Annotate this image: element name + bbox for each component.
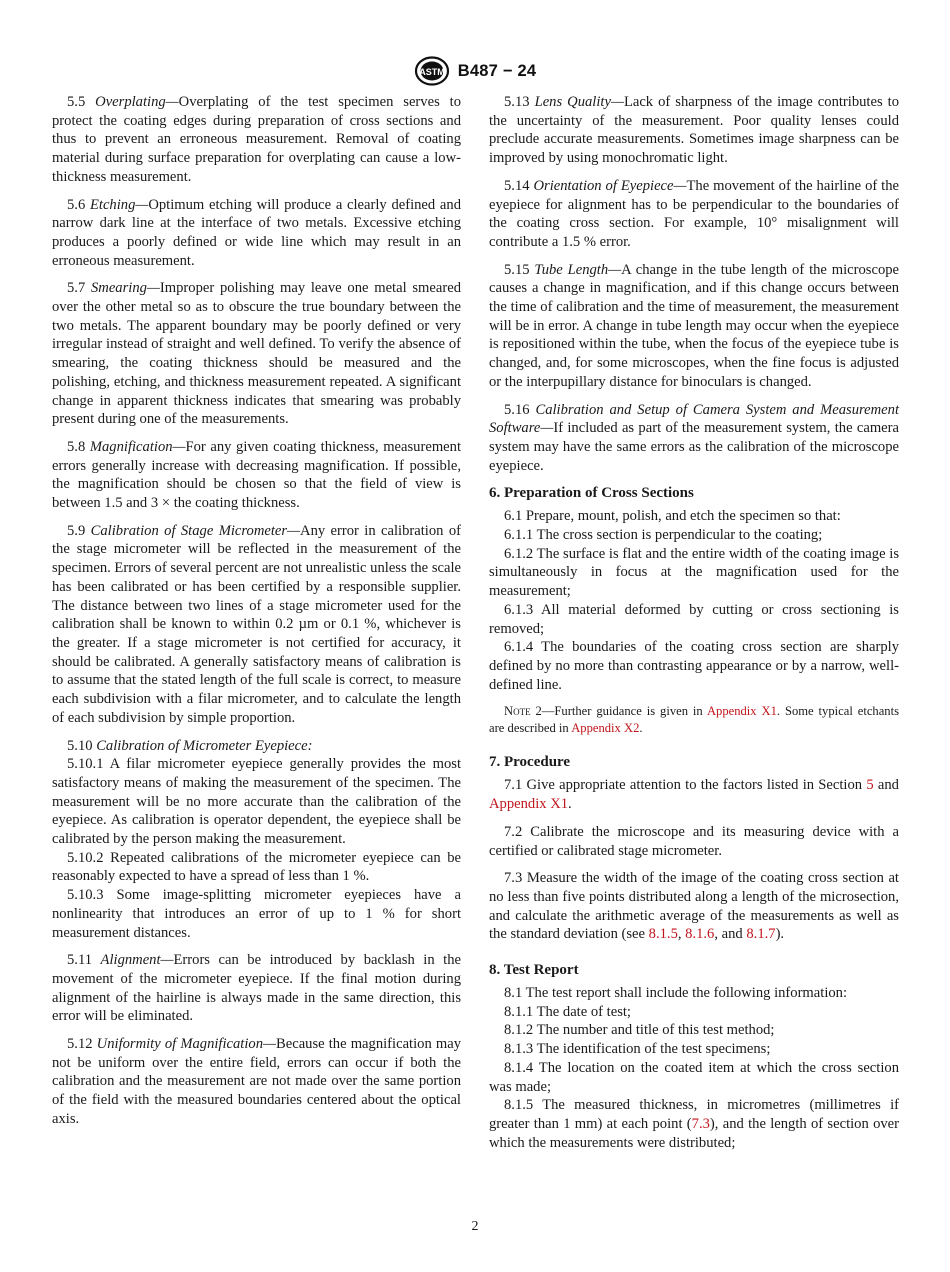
- section-5-16: 5.16 Calibration and Setup of Camera System and Measurement Software—If included as part of the measurement system, the camera system may have the same errors as the calibration of the microscope eyepiece.: [489, 401, 900, 474]
- section-8-1-3: 8.1.3 The identification of the test specimens;: [504, 1041, 771, 1058]
- section-6-1-4: 6.1.4 The boundaries of the coating cross section are sharply defined by no more than contrasting appearance or by a narrow, well-defined line.: [489, 639, 899, 693]
- appendix-x2-link[interactable]: Appendix X2: [571, 720, 640, 735]
- right-column: [489, 93, 899, 1152]
- section-8-heading: 8. Test Report: [489, 962, 579, 979]
- section-8-1-7-link[interactable]: 8.1.7: [746, 926, 776, 943]
- section-5-10-3: 5.10.3 Some image-splitting micrometer eyepieces have a nonlinearity that introduces an error of up to 1 % for short measurement distances.: [52, 887, 461, 941]
- section-7-2: 7.2 Calibrate the microscope and its measuring device with a certified or calibrated stage micrometer.: [489, 823, 899, 859]
- section-5-11: 5.11 Alignment—Errors can be introduced by backlash in the movement of the micrometer eyepiece. If the final motion during alignment of the hairline is always made in the same direction, this error will be eliminated.: [52, 952, 461, 1025]
- section-6-1-1: 6.1.1 The cross section is perpendicular to the coating;: [504, 527, 823, 544]
- section-5-10: 5.10 Calibration of Micrometer Eyepiece:: [67, 737, 313, 754]
- section-8-1-5: 8.1.5 The measured thickness, in micrometres (millimetres if greater than 1 mm) at each point (7.3), and the length of section over which the measurements were distributed;: [489, 1097, 899, 1151]
- section-8-1-2: 8.1.2 The number and title of this test method;: [504, 1022, 775, 1039]
- section-6-heading: 6. Preparation of Cross Sections: [489, 485, 694, 502]
- section-7-3-link[interactable]: 7.3: [691, 1115, 710, 1132]
- page-number: 2: [471, 1219, 479, 1234]
- left-column: [52, 93, 461, 1138]
- section-8-1-5-link[interactable]: 8.1.5: [648, 926, 678, 943]
- logo-text: ASTM: [419, 67, 445, 77]
- section-5-8: 5.8 Magnification—For any given coating thickness, measurement errors generally increase with decreasing magnification. If possible, the magnification should be chosen so that the field of view is between 1.5 and 3 × the coating thickness.: [52, 438, 461, 512]
- appendix-x1-link[interactable]: Appendix X1: [489, 796, 569, 813]
- section-6-1-3: 6.1.3 All material deformed by cutting or cross sectioning is removed;: [489, 601, 899, 637]
- section-5-15: 5.15 Tube Length—A change in the tube length of the microscope causes a change in magnification, and if this change occurs between the time of calibration and the time of measurement, the measurement will be in error. A change in tube length may occur when the eyepiece is repositioned within the tube, when the focus of the eyepiece tube is changed, and, for some microscopes, when the fine focus is adjusted or the interpupillary distance for binoculars is changed.: [489, 261, 900, 390]
- note-2: Note 2—Further guidance is given in Appendix X1. Some typical etchants are described in Appendix X2.: [489, 704, 899, 735]
- section-5-link[interactable]: 5: [866, 777, 874, 794]
- section-5-10-2: 5.10.2 Repeated calibrations of the micrometer eyepiece can be reasonably expected to have a spread of less than 1 %.: [52, 849, 461, 885]
- section-5-13: 5.13 Lens Quality—Lack of sharpness of the image contributes to the uncertainty of the measurement. Poor quality lenses could preclude accurate measurements. Sometimes image sharpness can be improved by using monochromatic light.: [489, 94, 900, 167]
- section-7-1: 7.1 Give appropriate attention to the factors listed in Section 5 and Appendix X1.: [489, 777, 899, 813]
- section-5-10-1: 5.10.1 A filar micrometer eyepiece generally provides the most satisfactory means of making the measurement of the specimen. The measurement will be no more accurate than the calibration of the eyepiece. As calibration is operator dependent, the eyepiece shall be calibrated by the person making the measurement.: [52, 756, 461, 848]
- section-5-6: 5.6 Etching—Optimum etching will produce a clearly defined and narrow dark line at the interface of two metals. Excessive etching produces a poorly defined or wide line which may result in an erroneous measurement.: [52, 196, 462, 269]
- section-6-1: 6.1 Prepare, mount, polish, and etch the specimen so that:: [504, 508, 841, 525]
- section-8-1: 8.1 The test report shall include the following information:: [504, 985, 848, 1002]
- appendix-x1-link[interactable]: Appendix X1: [706, 704, 777, 719]
- section-7-heading: 7. Procedure: [489, 754, 571, 771]
- section-5-14: 5.14 Orientation of Eyepiece—The movement of the hairline of the eyepiece for alignment has to be perpendicular to the boundaries of the coating cross section. For example, 10° misalignment will contribute a 1.5 % error.: [489, 177, 900, 250]
- document-id: B487 − 24: [457, 61, 537, 80]
- section-6-1-2: 6.1.2 The surface is flat and the entire width of the coating image is simultaneously in focus at the magnification used for the measurement;: [489, 545, 899, 600]
- page-header: [0, 54, 950, 88]
- astm-logo-icon: [414, 56, 450, 86]
- section-8-1-1: 8.1.1 The date of test;: [504, 1003, 631, 1020]
- section-5-12: 5.12 Uniformity of Magnification—Because the magnification may not be uniform over the entire field, errors can occur if both the calibration and the measurement are not made over the same portion of the field with the measured boundaries centered about the optical axis.: [52, 1036, 461, 1127]
- section-5-9: 5.9 Calibration of Stage Micrometer—Any error in calibration of the stage micrometer will be reflected in the measurement of the specimen. Errors of several percent are not unrealistic unless the scale has been calibrated or has been certified by a responsible supplier. The distance between two lines of a stage micrometer used for the calibration shall be known to within 0.2 µm or 0.1 %, whichever is the greater. If a stage micrometer is not certified for accuracy, it should be calibrated. A generally satisfactory means of calibration is to assume that the stated length of the full scale is correct, to measure each subdivision with a filar micrometer, and to calculate the length of each subdivision by simple proportion.: [52, 522, 461, 726]
- section-5-7: 5.7 Smearing—Improper polishing may leave one metal smeared over the other metal so as to obscure the true boundary between the two metals. The apparent boundary may be poorly defined or very irregular instead of straight and well defined. To verify the absence of smearing, the coating thickness should be measured and the polishing, etching, and thickness measurement repeated. A significant change in apparent thickness indicates that smearing was probably present during one of the measurements.: [52, 280, 461, 428]
- section-8-1-6-link[interactable]: 8.1.6: [685, 926, 715, 943]
- section-8-1-4: 8.1.4 The location on the coated item at which the cross section was made;: [489, 1059, 899, 1095]
- section-7-3: 7.3 Measure the width of the image of the coating cross section at no less than five points distributed along a length of the microsection, and calculate the arithmetic average of the measurements as well as the standard deviation (see 8.1.5, 8.1.6, and 8.1.7).: [489, 870, 899, 943]
- section-5-5: 5.5 Overplating—Overplating of the test specimen serves to protect the coating edges during preparation of cross sections and thus to prevent an erroneous measurement. Removal of coating material during surface preparation for overplating can cause a low-thickness measurement.: [52, 94, 462, 185]
